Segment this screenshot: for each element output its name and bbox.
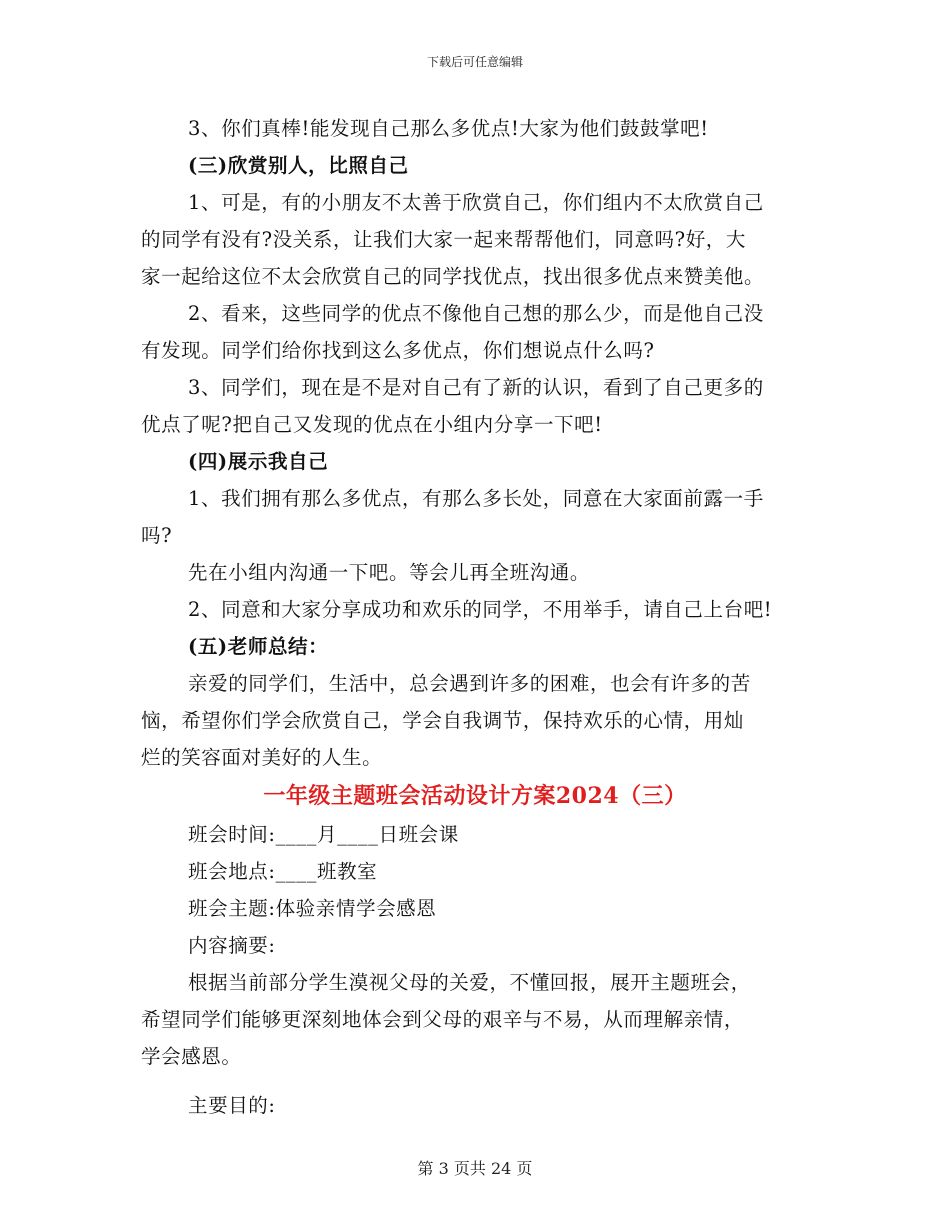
paragraph-line: 1、我们拥有那么多优点，有那么多长处，同意在大家面前露一手 — [188, 487, 764, 510]
page-header: 下载后可任意编辑 — [426, 55, 523, 69]
paragraph-line: 吗? — [141, 524, 173, 547]
paragraph-line: 家一起给这位不太会欣赏自己的同学找优点，找出很多优点来赞美他。 — [141, 265, 765, 288]
paragraph-line: 2、看来，这些同学的优点不像他自己想的那么少，而是他自己没 — [188, 302, 764, 325]
paragraph-line: 3、同学们，现在是不是对自己有了新的认识，看到了自己更多的 — [188, 376, 764, 399]
paragraph-line: 班会时间:____月____日班会课 — [188, 823, 459, 846]
paragraph-line: 班会主题:体验亲情学会感恩 — [188, 897, 437, 920]
paragraph-line: 3、你们真棒!能发现自己那么多优点!大家为他们鼓鼓掌吧! — [188, 117, 709, 140]
section-heading: (五)老师总结： — [188, 635, 329, 658]
page-footer: 第 3 页共 24 页 — [417, 1159, 533, 1178]
document-title: 一年级主题班会活动设计方案2024（三） — [263, 783, 687, 809]
paragraph-line: 优点了呢?把自己又发现的优点在小组内分享一下吧! — [141, 413, 603, 436]
document-body — [141, 110, 821, 1124]
paragraph-line: 主要目的: — [188, 1094, 276, 1117]
paragraph-line: 的同学有没有?没关系，让我们大家一起来帮帮他们，同意吗?好，大 — [141, 228, 747, 251]
paragraph-line: 学会感恩。 — [141, 1045, 242, 1068]
paragraph-line: 烂的笑容面对美好的人生。 — [141, 746, 383, 769]
section-heading: (四)展示我自己 — [188, 450, 329, 473]
paragraph-line: 亲爱的同学们，生活中，总会遇到许多的困难，也会有许多的苦 — [188, 672, 751, 695]
paragraph-line: 班会地点:____班教室 — [188, 860, 378, 883]
section-heading: (三)欣赏别人，比照自己 — [188, 154, 409, 177]
paragraph-line: 有发现。同学们给你找到这么多优点，你们想说点什么吗? — [141, 339, 655, 362]
paragraph-line: 内容摘要: — [188, 934, 276, 957]
paragraph-line: 2、同意和大家分享成功和欢乐的同学，不用举手，请自己上台吧! — [188, 598, 773, 621]
paragraph-line: 希望同学们能够更深刻地体会到父母的艰辛与不易，从而理解亲情， — [141, 1008, 745, 1031]
paragraph-line: 根据当前部分学生漠视父母的关爱，不懂回报，展开主题班会， — [188, 971, 751, 994]
paragraph-line: 1、可是，有的小朋友不太善于欣赏自己，你们组内不太欣赏自己 — [188, 191, 764, 214]
paragraph-line: 先在小组内沟通一下吧。等会儿再全班沟通。 — [188, 561, 591, 584]
paragraph-line: 恼，希望你们学会欣赏自己，学会自我调节，保持欢乐的心情，用灿 — [141, 709, 745, 732]
